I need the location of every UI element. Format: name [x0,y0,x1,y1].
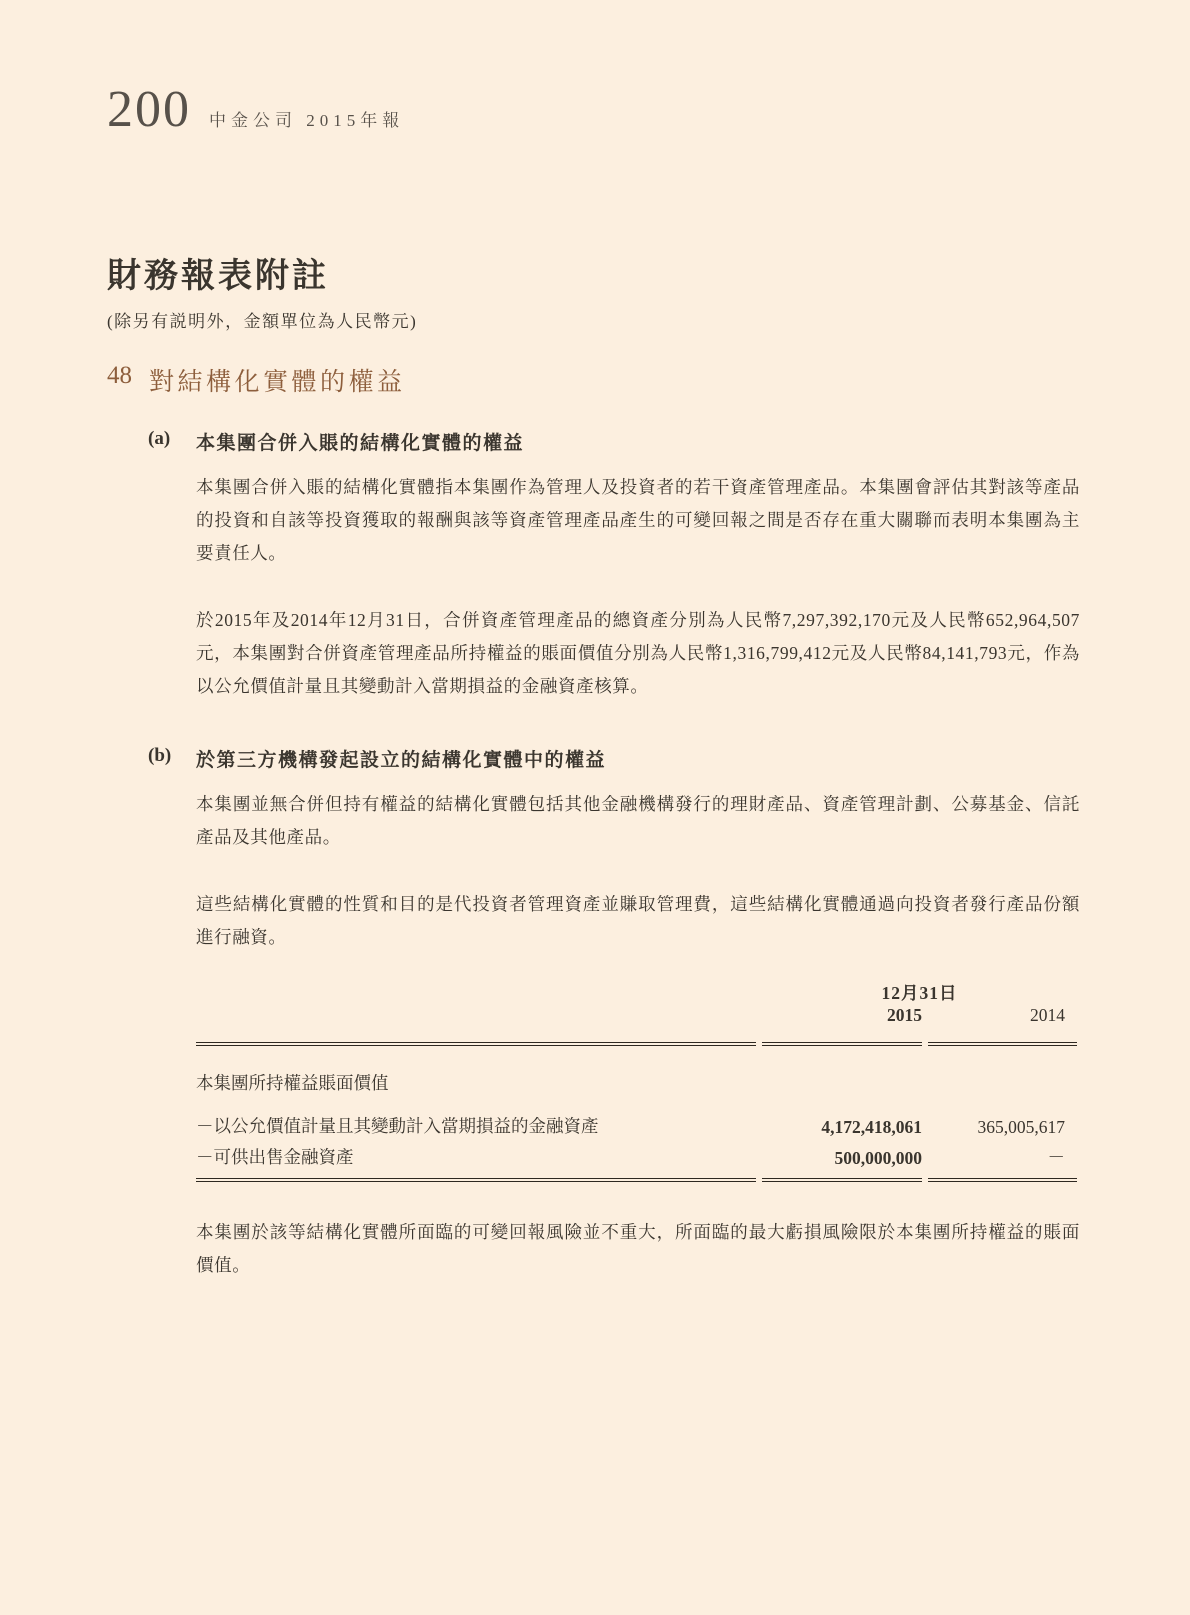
page-header [107,0,1190,136]
table-group-row [196,1046,1077,1107]
table-date-header: 12月31日 [881,983,958,1003]
page-number: 200 [107,81,191,138]
subsection-b-heading [148,745,1080,772]
column-header-2015: 2015 [762,1005,922,1046]
value-2014: 365,005,617 [977,1117,1065,1137]
column-header-2014: 2014 [928,1005,1077,1046]
document-subtitle: (除另有説明外，金額單位為人民幣元) [107,312,418,331]
value-2015: 500,000,000 [762,1138,922,1182]
subsection-b-label: (b) [148,745,172,766]
subsection-b [148,745,1080,1282]
row-label: －可供出售金融資產 [196,1138,756,1182]
paragraph: 本集團合併入賬的結構化實體指本集團作為管理人及投資者的若干資產管理產品。本集團會評估其對該等產品的投資和自該等投資獲取的報酬與該等資產管理產品產生的可變回報之間是否存在重大關聯而表明本集團為主要責任人。 [196,477,1080,563]
paragraph: 於2015年及2014年12月31日，合併資產管理產品的總資產分別為人民幣7,297,392,170元及人民幣652,964,507元，本集團對合併資產管理產品所持權益的賬面價值分別為人民幣1,316,799,412元及人民幣84,141,793元，作為以公允價值計量且其變動計入當期損益的金融資產核算。 [196,610,1080,696]
subsection-a [148,428,1080,703]
closing-paragraph: 本集團於該等結構化實體所面臨的可變回報風險並不重大，所面臨的最大虧損風險限於本集團所持權益的賬面價值。 [196,1222,1080,1275]
table-year-header-row [196,1005,1077,1046]
row-label: －以公允價值計量且其變動計入當期損益的金融資產 [196,1116,599,1136]
section-heading [107,362,1190,398]
subsection-a-title: 本集團合併入賬的結構化實體的權益 [196,433,525,454]
value-2014: － [928,1138,1077,1182]
subsection-a-label: (a) [148,428,171,449]
report-title: 中金公司 2015年報 [209,111,405,130]
interests-carrying-value-table [190,980,1083,1182]
section-number: 48 [107,362,132,389]
paragraph: 這些結構化實體的性質和目的是代投資者管理資產並賺取管理費，這些結構化實體通過向投資者發行產品份額進行融資。 [196,894,1080,947]
subsection-b-title: 於第三方機構發起設立的結構化實體中的權益 [196,750,607,771]
subsection-a-heading [148,428,1080,455]
document-title: 財務報表附註 [107,258,329,295]
table-date-row [196,980,1077,1005]
table-row [196,1107,1077,1138]
paragraph: 本集團並無合併但持有權益的結構化實體包括其他金融機構發行的理財產品、資產管理計劃、公募基金、信託產品及其他產品。 [196,794,1080,847]
table-group-label: 本集團所持權益賬面價值 [196,1073,389,1093]
section-title: 對結構化實體的權益 [149,369,406,396]
table-row [196,1138,1077,1182]
value-2015: 4,172,418,061 [821,1117,922,1137]
